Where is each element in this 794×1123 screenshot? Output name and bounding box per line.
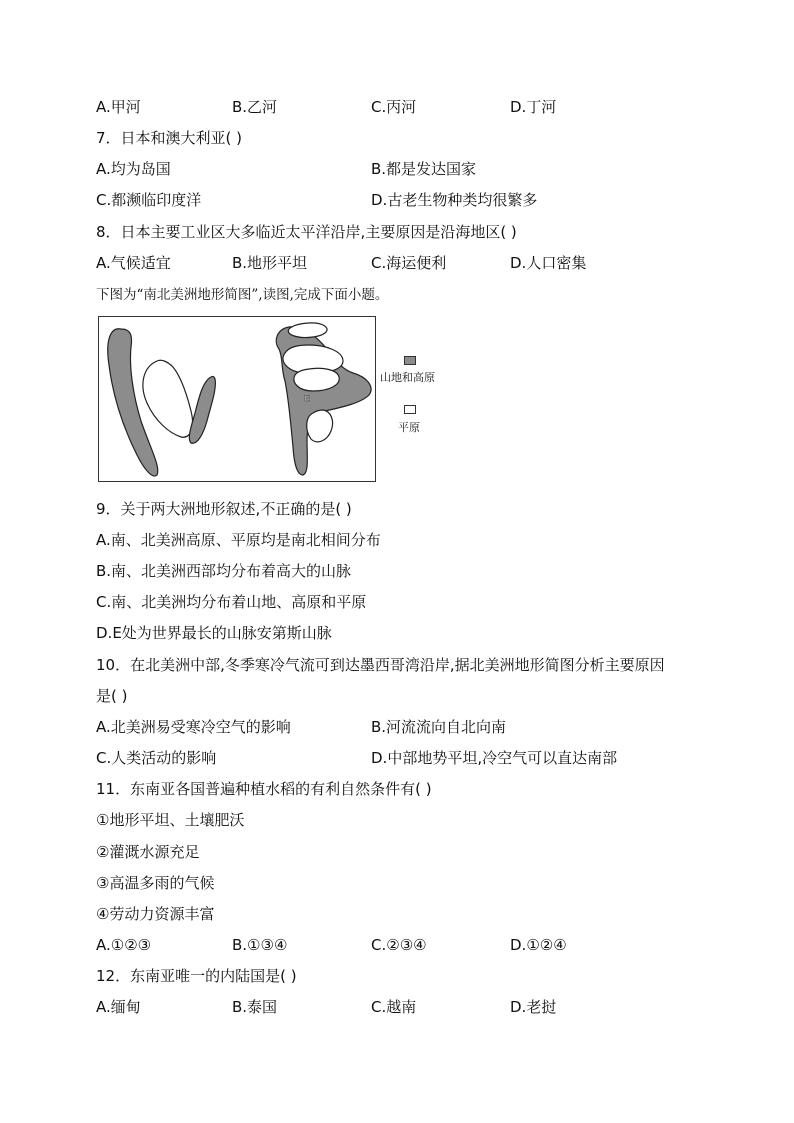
q12-option-b: B.泰国 xyxy=(232,998,278,1016)
map-intro: 下图为“南北美洲地形简图”,读图,完成下面小题。 xyxy=(96,287,389,303)
q9-stem: 9．关于两大洲地形叙述,不正确的是( ) xyxy=(96,500,352,518)
q7-option-d: D.古老生物种类均很繁多 xyxy=(371,191,538,209)
q10-stem-line2: 是( ) xyxy=(96,687,128,705)
q12-stem: 12．东南亚唯一的内陆国是( ) xyxy=(96,967,297,985)
q10-option-b: B.河流流向自北向南 xyxy=(371,718,507,736)
legend-plain-label: 平原 xyxy=(398,421,420,434)
q6-option-c: C.丙河 xyxy=(371,98,417,116)
q7-option-c: C.都濒临印度洋 xyxy=(96,191,202,209)
q11-item-1: ①地形平坦、土壤肥沃 xyxy=(96,811,245,829)
marker-e: E xyxy=(304,393,311,403)
q6-option-a: A.甲河 xyxy=(96,98,141,116)
q12-option-a: A.缅甸 xyxy=(96,998,141,1016)
sa-central-plain xyxy=(294,368,339,391)
q10-option-c: C.人类活动的影响 xyxy=(96,749,217,767)
q11-option-b: B.①③④ xyxy=(232,936,288,954)
q11-option-a: A.①②③ xyxy=(96,936,152,954)
na-eastern-highlands xyxy=(189,376,215,443)
legend-plain-swatch xyxy=(404,405,416,414)
q6-option-d: D.丁河 xyxy=(510,98,557,116)
q9-option-d: D.E处为世界最长的山脉安第斯山脉 xyxy=(96,624,332,642)
q11-option-d: D.①②④ xyxy=(510,936,567,954)
q7-stem: 7．日本和澳大利亚( ) xyxy=(96,129,243,147)
q10-option-d: D.中部地势平坦,冷空气可以直达南部 xyxy=(371,749,618,767)
q8-stem: 8．日本主要工业区大多临近太平洋沿岸,主要原因是沿海地区( ) xyxy=(96,223,517,241)
q12-option-d: D.老挝 xyxy=(510,998,557,1016)
americas-terrain-map xyxy=(98,316,376,482)
q8-option-b: B.地形平坦 xyxy=(232,254,308,272)
q10-stem-line1: 10．在北美洲中部,冬季寒冷气流可到达墨西哥湾沿岸,据北美洲地形简图分析主要原因 xyxy=(96,656,665,674)
q8-option-a: A.气候适宜 xyxy=(96,254,171,272)
sa-top-island xyxy=(288,323,327,338)
legend-mountain-label: 山地和高原 xyxy=(380,371,435,384)
sa-southern-plain xyxy=(307,410,333,442)
q11-item-3: ③高温多雨的气候 xyxy=(96,874,215,892)
americas-terrain-svg xyxy=(99,317,375,481)
q11-stem: 11．东南亚各国普遍种植水稻的有利自然条件有( ) xyxy=(96,780,432,798)
q10-option-a: A.北美洲易受寒冷空气的影响 xyxy=(96,718,291,736)
q9-option-b: B.南、北美洲西部均分布着高大的山脉 xyxy=(96,562,352,580)
q12-option-c: C.越南 xyxy=(371,998,417,1016)
q9-option-c: C.南、北美洲均分布着山地、高原和平原 xyxy=(96,593,367,611)
q11-item-4: ④劳动力资源丰富 xyxy=(96,905,215,923)
q8-option-c: C.海运便利 xyxy=(371,254,447,272)
na-central-plain xyxy=(143,360,193,437)
legend-mountain-swatch xyxy=(404,356,416,365)
q6-option-b: B.乙河 xyxy=(232,98,278,116)
q9-option-a: A.南、北美洲高原、平原均是南北相间分布 xyxy=(96,531,381,549)
q8-option-d: D.人口密集 xyxy=(510,254,587,272)
q7-option-b: B.都是发达国家 xyxy=(371,160,477,178)
q7-option-a: A.均为岛国 xyxy=(96,160,171,178)
q11-item-2: ②灌溉水源充足 xyxy=(96,843,200,861)
q11-option-c: C.②③④ xyxy=(371,936,427,954)
